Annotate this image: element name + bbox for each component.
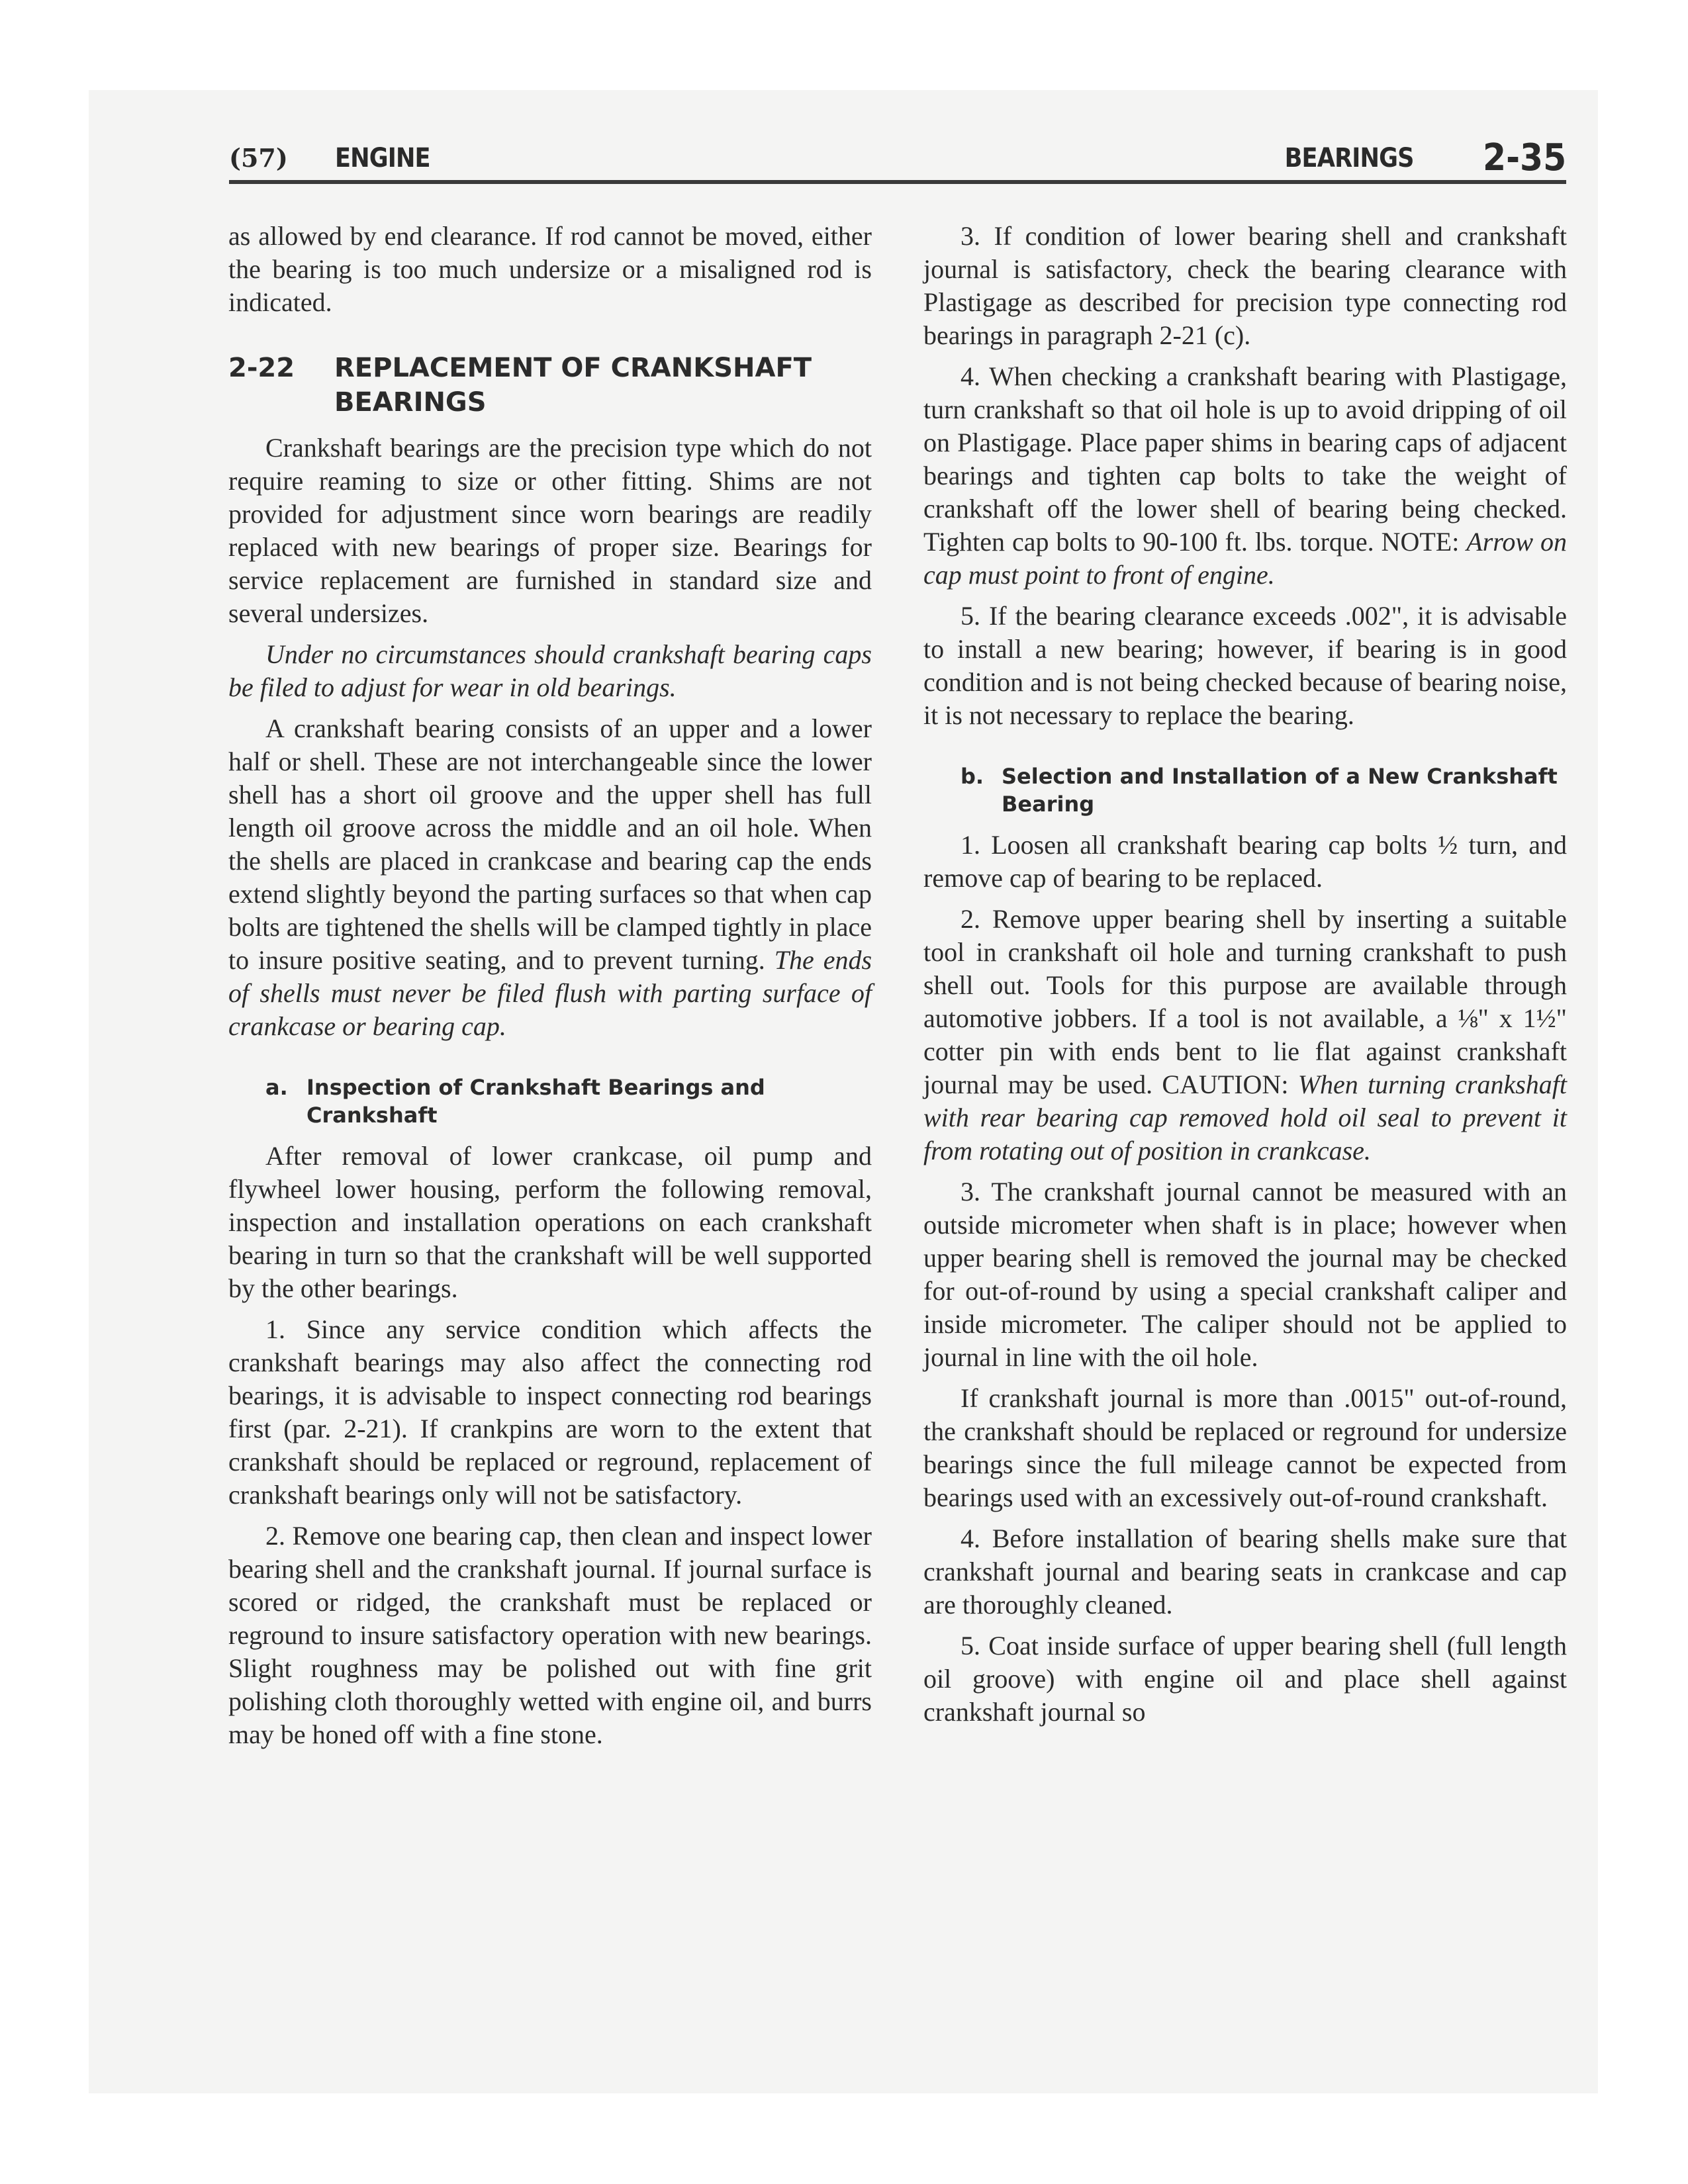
subsection-letter: a. [265, 1075, 288, 1100]
section-heading [228, 351, 872, 420]
left-column [228, 220, 872, 1759]
step-paragraph [923, 1522, 1567, 1621]
step-paragraph [923, 1629, 1567, 1729]
manual-page [89, 90, 1598, 2093]
step-paragraph: 1. Since any service condition which affects the crankshaft bearings may also affect the connecting rod bearings, it is advisable to inspect connecting rod bearings first (par. 2-21). If crankpins are worn to the extent that crankshaft should be replaced or reground, replacement of crankshaft bearings only will not be satisfactory. [228, 1314, 872, 1510]
step-text: 1. Loosen all crankshaft bearing cap bolts ½ turn, and remove cap of bearing to be replaced. [923, 830, 1567, 893]
step-note-italic: Arrow on cap must point to front of engine. [923, 527, 1568, 590]
shell-description-text: A crankshaft bearing consists of an upper and a lower half or shell. These are not interchangeable since the lower shell has a short oil groove and the upper shell has full length oil groove across the middle and an oil hole. When the shells are placed in crankcase and bearing cap the ends extend slightly beyond the parting surfaces so that when cap bolts are tightened the shells will be clamped tightly in place to insure positive seating, and to prevent turning. [228, 713, 872, 975]
subsection-a-intro: After removal of lower crankcase, oil pump and flywheel lower housing, perform the following removal, inspection and installation operations on each crankshaft bearing in turn so that the crankshaft will be well supported by the other bearings. [228, 1141, 872, 1303]
step-paragraph: 2. Remove one bearing cap, then clean and inspect lower bearing shell and the crankshaft journal. If journal surface is scored or ridged, the crankshaft must be replaced or reground to insure satisfactory operation with new bearings. Slight roughness may be polished out with fine grit polishing cloth thoroughly wetted with engine oil, and burrs may be honed off with a fine stone. [228, 1521, 872, 1749]
step-text: 5. Coat inside surface of upper bearing shell (full length oil groove) with engine oil and place shell against crankshaft journal so [923, 1631, 1567, 1727]
step-text: 3. If condition of lower bearing shell and crankshaft journal is satisfactory, check the bearing clearance with Plastigage as described for precision type connecting rod bearings in paragraph 2-21 (c). [923, 221, 1567, 350]
subsection-b-heading [961, 762, 1567, 818]
shell-description-paragraph [228, 712, 872, 1043]
step-text: If crankshaft journal is more than .0015" out-of-round, the crankshaft should be replaced or reground for undersize bearings since the full mileage cannot be expected from bearings used with an excessively out-of-round crankshaft. [923, 1383, 1567, 1512]
subsection-title: Inspection of Crankshaft Bearings and Crankshaft [306, 1075, 765, 1128]
step-caution-italic: When turning crankshaft with rear bearing cap removed hold oil seal to prevent it from rotating out of position in crankcase. [923, 1069, 1568, 1165]
step-text: 5. If the bearing clearance exceeds .002", it is advisable to install a new bearing; however, if bearing is in good condition and is not being checked because of bearing noise, it is not necessary to replace the bearing. [923, 601, 1567, 730]
right-column [923, 220, 1567, 1737]
step-paragraph [923, 829, 1567, 895]
step-paragraph [923, 220, 1567, 352]
step-paragraph [923, 903, 1567, 1167]
shell-warning-text: The ends of shells must never be filed flush with parting surface of crankcase or bearing cap. [228, 945, 872, 1041]
header-rule [229, 180, 1566, 184]
section-title: REPLACEMENT OF CRANKSHAFT BEARINGS [334, 353, 812, 418]
subsection-a-heading [265, 1073, 872, 1129]
running-page-number: (57) [229, 143, 288, 173]
page-number: 2-35 [1482, 136, 1566, 179]
step-paragraph [923, 1175, 1567, 1374]
out-of-round-paragraph [923, 1382, 1567, 1514]
chapter-title: ENGINE [335, 143, 430, 173]
subsection-letter: b. [961, 764, 984, 789]
step-text: 4. When checking a crankshaft bearing with Plastigage, turn crankshaft so that oil hole is up to avoid dripping of oil on Plastigage. Place paper shims in bearing caps of adjacent bearings and tighten cap bolts to take the weight of crankshaft off the lower shell of bearing being checked. Tighten cap bolts to 90-100 ft. lbs. torque. NOTE: [923, 361, 1567, 557]
intro-paragraph: Crankshaft bearings are the precision type which do not require reaming to size or other fitting. Shims are not provided for adjustment since worn bearings are readily replaced with new bearings of proper size. Bearings for service replacement are furnished in standard size and several undersizes. [228, 433, 872, 628]
step-text: 3. The crankshaft journal cannot be measured with an outside micrometer when shaft is in place; however when upper bearing shell is removed the journal may be checked for out-of-round by using a special crankshaft caliper and inside micrometer. The caliper should not be applied to journal in line with the oil hole. [923, 1177, 1567, 1372]
step-paragraph [923, 600, 1567, 732]
page-header [229, 138, 1566, 180]
section-number: 2-22 [228, 353, 295, 383]
step-text: 4. Before installation of bearing shells make sure that crankshaft journal and bearing seats in crankcase and cap are thoroughly cleaned. [923, 1524, 1567, 1619]
continuation-paragraph: as allowed by end clearance. If rod cannot be moved, either the bearing is too much undersize or a misaligned rod is indicated. [228, 221, 872, 317]
warning-paragraph: Under no circumstances should crankshaft bearing caps be filed to adjust for wear in old bearings. [228, 639, 872, 702]
subsection-title: Selection and Installation of a New Crankshaft Bearing [1002, 764, 1558, 817]
step-text: 2. Remove upper bearing shell by inserting a suitable tool in crankshaft oil hole and turning crankshaft to push shell out. Tools for this purpose are available through automotive jobbers. If a tool is not available, a ⅛" x 1½" cotter pin with ends bent to lie flat against crankshaft journal may be used. CAUTION: [923, 904, 1567, 1099]
step-paragraph [923, 360, 1567, 592]
section-topic: BEARINGS [1285, 143, 1414, 173]
